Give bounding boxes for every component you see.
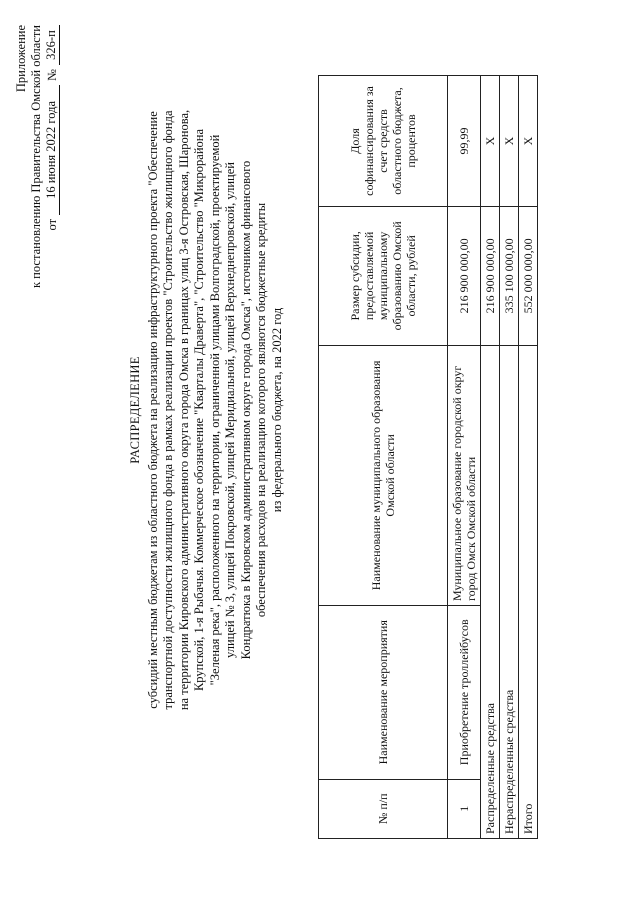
heading-line: транспортной доступности жилищного фонда в рамках реализации проектов "Строительство жилищного фонда bbox=[161, 110, 175, 710]
summary-row-total bbox=[519, 76, 538, 839]
decree-number: 326-п bbox=[44, 25, 60, 65]
summary-label: Распределенные средства bbox=[481, 345, 500, 838]
summary-amount: 552 000 000,00 bbox=[519, 206, 538, 345]
approval-decree: к постановлению Правительства Омской области bbox=[29, 25, 43, 289]
summary-label: Нераспределенные средства bbox=[500, 345, 519, 838]
heading-line: обеспечения расходов на реализацию которого являются бюджетные кредиты bbox=[254, 202, 268, 618]
heading-line: Кондратюка в Кировском административном округе города Омска", источником финансового bbox=[238, 160, 253, 660]
summary-share: X bbox=[500, 76, 519, 207]
header-num: № п/п bbox=[319, 779, 448, 838]
header-share: Доля софинансирования за счет средств областного бюджета, процентов bbox=[319, 76, 448, 207]
cell-event: Приобретение троллейбусов bbox=[448, 606, 481, 780]
summary-label: Итого bbox=[519, 345, 538, 838]
table-row bbox=[448, 76, 481, 839]
summary-share: X bbox=[519, 76, 538, 207]
header-event: Наименование мероприятия bbox=[319, 606, 448, 780]
cell-municipality: Муниципальное образование городской округ город Омск Омской области bbox=[448, 345, 481, 605]
cell-num: 1 bbox=[448, 779, 481, 838]
cell-amount: 216 900 000,00 bbox=[448, 206, 481, 345]
cell-share: 99,99 bbox=[448, 76, 481, 207]
header-municipality: Наименование муниципального образования Омской области bbox=[319, 345, 448, 605]
summary-row-distributed bbox=[481, 76, 500, 839]
document-heading bbox=[128, 65, 285, 755]
summary-amount: 335 100 000,00 bbox=[500, 206, 519, 345]
header-amount: Размер субсидии, предоставляемой муниципальному образованию Омской области, рублей bbox=[319, 206, 448, 345]
heading-line: Крупской, 1-я Рыбачья. Коммерческое обозначение "Кварталы Драверта", "Строительство "Микрорайона bbox=[192, 128, 206, 692]
heading-line: субсидий местным бюджетам из областного бюджета на реализацию инфраструктурного проекта "Обеспечение bbox=[145, 111, 160, 709]
heading-line: "Зеленая река", расположенного на территории, ограниченной улицами Волгоградской, проектируемой bbox=[207, 134, 222, 686]
summary-share: X bbox=[481, 76, 500, 207]
decree-date: 16 июня 2022 года bbox=[44, 85, 60, 215]
number-label: № bbox=[45, 69, 59, 81]
summary-amount: 216 900 000,00 bbox=[481, 206, 500, 345]
approval-title: Приложение bbox=[14, 25, 28, 93]
summary-row-undistributed bbox=[500, 76, 519, 839]
distribution-table bbox=[318, 75, 538, 839]
heading-line: из федерального бюджета, на 2022 год bbox=[269, 307, 284, 513]
from-label: от bbox=[45, 218, 59, 231]
approval-date-line bbox=[44, 25, 60, 325]
heading-line: улицей № 3, улицей Покровской, улицей Меридиальной, улицей Верхнеднепровской, улицей bbox=[223, 162, 237, 658]
heading-line: на территории Кировского административного округа города Омска в границах улиц 3-я Островская, Шаронова, bbox=[176, 109, 191, 711]
table-header-row bbox=[319, 76, 448, 839]
document-title: РАСПРЕДЕЛЕНИЕ bbox=[128, 356, 142, 464]
approval-block bbox=[14, 25, 60, 325]
